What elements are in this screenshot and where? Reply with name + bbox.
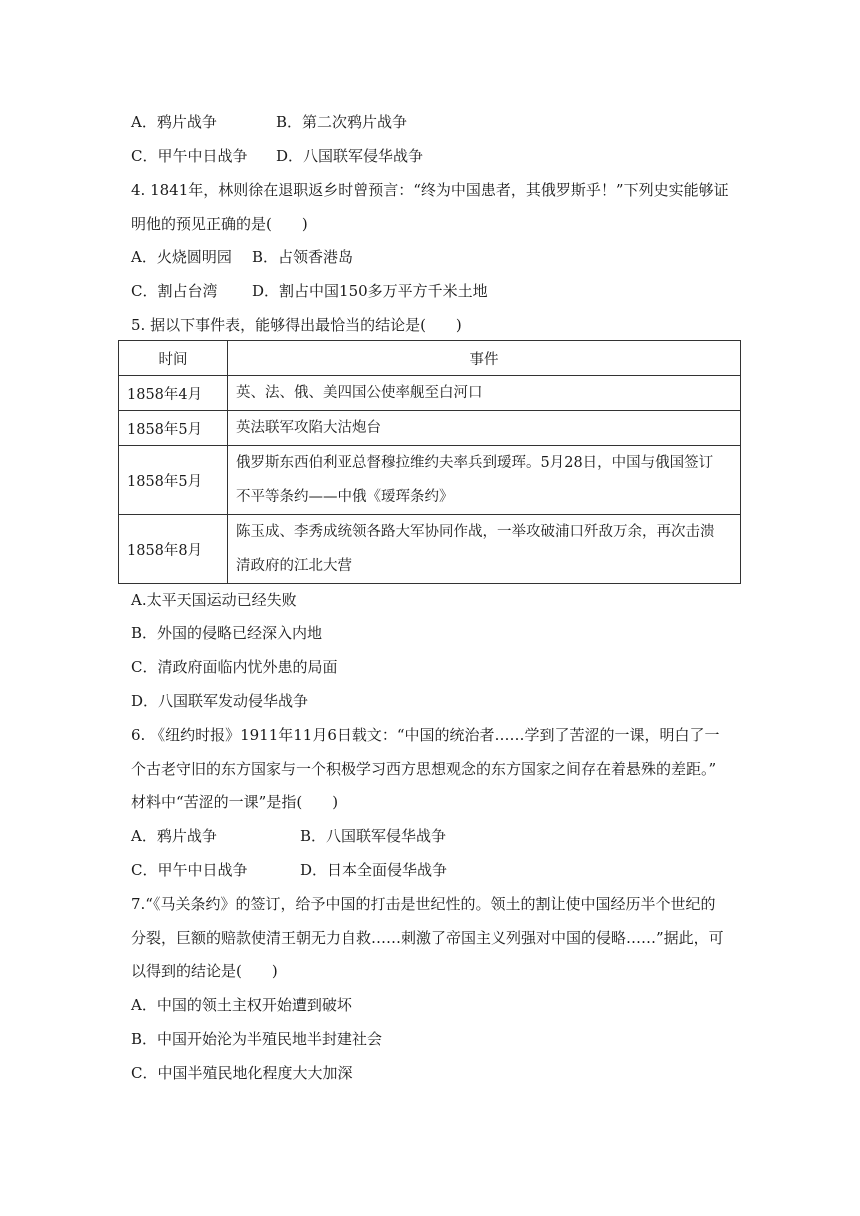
- row-event: [228, 515, 741, 584]
- q7-option-a: A．中国的领土主权开始遭到破坏: [131, 996, 352, 1014]
- q4-option-b: B．占领香港岛: [252, 248, 354, 266]
- q5-option-b: B．外国的侵略已经深入内地: [131, 624, 323, 642]
- table-row: [119, 376, 741, 411]
- q3-option-c: C．甲午中日战争: [131, 147, 248, 165]
- q7-stem-line2: 分裂，巨额的赔款使清王朝无力自救……刺激了帝国主义列强对中国的侵略……”据此，可: [131, 929, 724, 947]
- row-event-line2: 不平等条约——中俄《瑷珲条约》: [236, 489, 454, 505]
- header-event: 事件: [228, 341, 741, 376]
- row-time: 1858年8月: [119, 515, 228, 584]
- q4-option-c: C．割占台湾: [131, 282, 218, 300]
- q7-option-b: B．中国开始沦为半殖民地半封建社会: [131, 1030, 383, 1048]
- q6-option-c: C．甲午中日战争: [131, 861, 248, 879]
- q6-stem-line1: 6. 《纽约时报》1911年11月6日载文：“中国的统治者……学到了苦涩的一课，明白了一: [131, 726, 720, 744]
- q4-option-a: A．火烧圆明园: [131, 248, 232, 266]
- row-event: [228, 446, 741, 515]
- q7-option-c: C．中国半殖民地化程度大大加深: [131, 1064, 353, 1082]
- q3-option-b: B．第二次鸦片战争: [276, 113, 408, 131]
- q5-option-c: C．清政府面临内忧外患的局面: [131, 658, 338, 676]
- row-event: 英、法、俄、美四国公使率舰至白河口: [228, 376, 741, 411]
- q7-stem-line3: 以得到的结论是( ): [131, 962, 278, 980]
- row-event-line1: 陈玉成、李秀成统领各路大军协同作战，一举攻破浦口歼敌万余，再次击溃: [236, 524, 715, 540]
- table-row: [119, 446, 741, 515]
- row-time: 1858年5月: [119, 411, 228, 446]
- table-row: [119, 411, 741, 446]
- q5-option-d: D．八国联军发动侵华战争: [131, 692, 309, 710]
- row-time: 1858年5月: [119, 446, 228, 515]
- q5-option-a: A.太平天国运动已经失败: [131, 591, 297, 609]
- q6-stem-line2: 个古老守旧的东方国家与一个积极学习西方思想观念的东方国家之间存在着悬殊的差距。”: [131, 760, 717, 778]
- q4-option-d: D．割占中国150多万平方千米土地: [252, 282, 488, 300]
- header-time: 时间: [119, 341, 228, 376]
- event-table: [118, 340, 741, 584]
- q3-option-a: A．鸦片战争: [131, 113, 217, 131]
- q7-stem-line1: 7.“《马关条约》的签订，给予中国的打击是世纪性的。领土的割让使中国经历半个世纪的: [131, 895, 716, 913]
- q4-stem-line1: 4. 1841年，林则徐在退职返乡时曾预言：“终为中国患者，其俄罗斯乎！”下列史实能够证: [131, 181, 729, 199]
- table-header-row: [119, 341, 741, 376]
- table-row: [119, 515, 741, 584]
- q5-stem: 5. 据以下事件表，能够得出最恰当的结论是( ): [131, 316, 462, 334]
- row-event: 英法联军攻陷大沽炮台: [228, 411, 741, 446]
- q4-stem-line2: 明他的预见正确的是( ): [131, 215, 308, 233]
- q6-option-b: B．八国联军侵华战争: [300, 827, 447, 845]
- q3-option-d: D．八国联军侵华战争: [276, 147, 424, 165]
- q6-option-a: A．鸦片战争: [131, 827, 217, 845]
- row-event-line2: 清政府的江北大营: [236, 558, 352, 574]
- row-time: 1858年4月: [119, 376, 228, 411]
- q6-stem-line3: 材料中“苦涩的一课”是指( ): [131, 793, 339, 811]
- q6-option-d: D．日本全面侵华战争: [300, 861, 448, 879]
- row-event-line1: 俄罗斯东西伯利亚总督穆拉维约夫率兵到瑷珲。5月28日，中国与俄国签订: [236, 455, 714, 471]
